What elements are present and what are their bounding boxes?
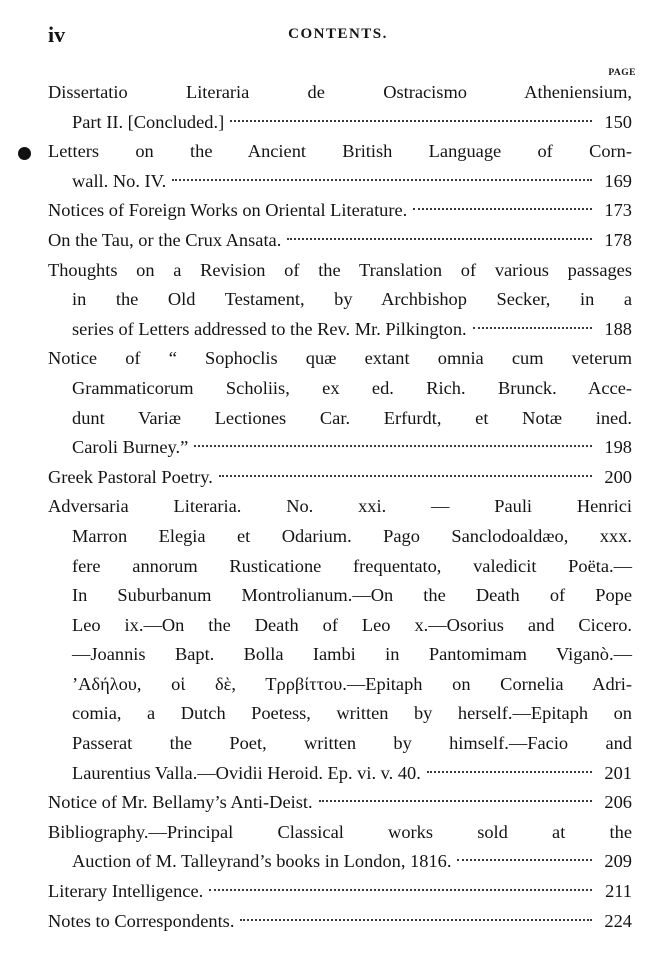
entry-page-number: 206 — [604, 792, 632, 813]
entry-page-number: 211 — [605, 881, 632, 902]
entry-line-text: Part II. [Concluded.] — [72, 111, 225, 132]
entry-line-text: in the Old Testament, by Archbishop Secker, in a — [72, 289, 632, 310]
contents-entry — [48, 137, 632, 196]
entry-page-number: 224 — [604, 910, 632, 931]
entry-line — [48, 907, 632, 937]
entry-page-number: 198 — [604, 437, 632, 458]
entry-line-text: ’Αδήλου, οἱ δὲ, Τρρβίττου.—Epitaph on Cornelia Adri- — [72, 673, 632, 694]
entry-page-number: 209 — [604, 851, 632, 872]
contents-entry — [48, 78, 632, 137]
entry-line — [48, 285, 632, 315]
entry-page-number: 150 — [604, 111, 632, 132]
entry-line — [48, 315, 632, 345]
entry-line-text: dunt Variæ Lectiones Car. Erfurdt, et Notæ ined. — [72, 407, 632, 428]
entry-line — [48, 137, 632, 167]
dot-leader — [209, 889, 592, 891]
entry-line-text: In Suburbanum Montrolianum.—On the Death of Pope — [72, 585, 632, 606]
entry-line-text: fere annorum Rusticatione frequentato, valedicit Poëta.— — [72, 555, 632, 576]
dot-leader — [413, 208, 592, 210]
entry-line-text: Literary Intelligence. — [48, 881, 204, 902]
entry-line-text: series of Letters addressed to the Rev. Mr. Pilkington. — [72, 318, 467, 339]
entry-line — [48, 611, 632, 641]
entry-line-text: Auction of M. Talleyrand’s books in London, 1816. — [72, 851, 452, 872]
entry-line-text: wall. No. IV. — [72, 170, 167, 191]
contents-entry — [48, 788, 632, 818]
page-number: iv — [48, 22, 66, 47]
entry-line-text: Grammaticorum Scholiis, ex ed. Rich. Brunck. Acce- — [72, 377, 632, 398]
entry-line — [48, 847, 632, 877]
entry-line-text: Notes to Correspondents. — [48, 910, 235, 931]
dot-leader — [319, 800, 592, 802]
dot-leader — [240, 919, 592, 921]
entry-line-text: Adversaria Literaria. No. xxi. — Pauli Henrici — [48, 496, 632, 517]
contents-entry — [48, 492, 632, 788]
running-head — [40, 18, 636, 48]
entry-page-number: 173 — [604, 200, 632, 221]
entry-line — [48, 877, 632, 907]
entry-line — [48, 108, 632, 138]
contents-entry — [48, 877, 632, 907]
dot-leader — [230, 120, 592, 122]
entry-line-text: Marron Elegia et Odarium. Pago Sanclodoaldæo, xxx. — [72, 525, 632, 546]
entry-page-number: 178 — [604, 229, 632, 250]
entry-line-text: Notice of Mr. Bellamy’s Anti-Deist. — [48, 792, 313, 813]
entry-line-text: Notices of Foreign Works on Oriental Literature. — [48, 200, 408, 221]
entry-page-number: 169 — [604, 170, 632, 191]
contents-entry — [48, 226, 632, 256]
contents-entry — [48, 463, 632, 493]
bullet-marker-icon — [18, 147, 31, 160]
entry-line-text: Leo ix.—On the Death of Leo x.—Osorius and Cicero. — [72, 614, 632, 635]
entry-line — [48, 552, 632, 582]
contents-entry — [48, 907, 632, 937]
dot-leader — [219, 475, 592, 477]
entry-line-text: comia, a Dutch Poetess, written by herself.—Epitaph on — [72, 703, 632, 724]
entry-page-number: 188 — [604, 318, 632, 339]
dot-leader — [427, 771, 592, 773]
contents-entry — [48, 818, 632, 877]
page-title: CONTENTS. — [288, 26, 388, 42]
entry-line — [48, 788, 632, 818]
entry-line — [48, 699, 632, 729]
entry-line-text: Thoughts on a Revision of the Translation of various passages — [48, 259, 632, 280]
entry-line-text: On the Tau, or the Crux Ansata. — [48, 229, 282, 250]
contents-entry — [48, 344, 632, 462]
contents-list — [48, 78, 632, 936]
contents-entry — [48, 256, 632, 345]
entry-page-number: 201 — [604, 762, 632, 783]
entry-line — [48, 522, 632, 552]
entry-line-text: —Joannis Bapt. Bolla Iambi in Pantomimam Viganò.— — [72, 644, 632, 665]
dot-leader — [172, 179, 592, 181]
entry-line — [48, 344, 632, 374]
entry-line-text: Greek Pastoral Poetry. — [48, 466, 213, 487]
entry-line — [48, 463, 632, 493]
entry-line — [48, 640, 632, 670]
entry-line — [48, 226, 632, 256]
entry-line — [48, 167, 632, 197]
entry-line — [48, 78, 632, 108]
contents-entry — [48, 196, 632, 226]
entry-line-text: Bibliography.—Principal Classical works sold at the — [48, 821, 632, 842]
entry-line — [48, 492, 632, 522]
entry-line — [48, 433, 632, 463]
entry-line — [48, 374, 632, 404]
dot-leader — [457, 859, 592, 861]
dot-leader — [473, 327, 592, 329]
entry-line-text: Dissertatio Literaria de Ostracismo Atheniensium, — [48, 82, 632, 102]
entry-line — [48, 729, 632, 759]
entry-page-number: 200 — [604, 466, 632, 487]
page-column-label: PAGE — [608, 68, 636, 78]
dot-leader — [194, 445, 592, 447]
entry-line-text: Caroli Burney.” — [72, 437, 189, 458]
entry-line-text: Notice of “ Sophoclis quæ extant omnia cum veterum — [48, 348, 632, 369]
entry-line — [48, 818, 632, 848]
entry-line — [48, 256, 632, 286]
entry-line — [48, 196, 632, 226]
entry-line — [48, 581, 632, 611]
entry-line — [48, 759, 632, 789]
entry-line-text: Passerat the Poet, written by himself.—Facio and — [72, 733, 632, 754]
dot-leader — [287, 238, 592, 240]
entry-line-text: Letters on the Ancient British Language of Corn- — [48, 141, 632, 162]
entry-line — [48, 404, 632, 434]
entry-line — [48, 670, 632, 700]
entry-line-text: Laurentius Valla.—Ovidii Heroid. Ep. vi. v. 40. — [72, 762, 421, 783]
